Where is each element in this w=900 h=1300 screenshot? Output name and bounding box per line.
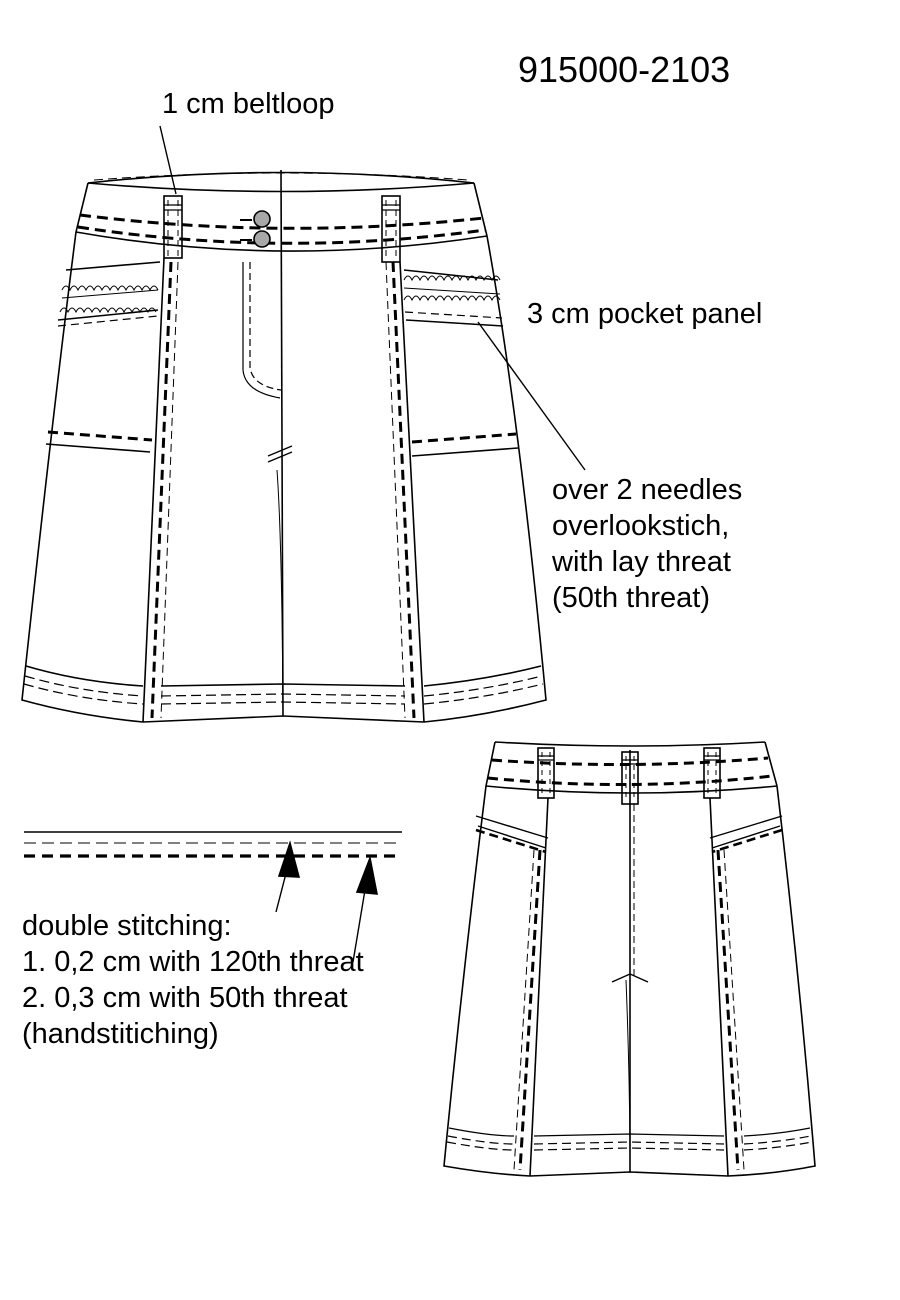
left-pocket-panel	[46, 262, 160, 452]
overlook-line-4: (50th threat)	[552, 582, 710, 614]
overlook-line-3: with lay threat	[552, 546, 731, 578]
overlook-line-1: over 2 needles	[552, 474, 743, 506]
back-waistband	[486, 742, 777, 793]
beltloop-callout: 1 cm beltloop	[162, 88, 335, 120]
double-stitching-title: double stitching:	[22, 910, 232, 942]
front-fly	[243, 262, 280, 398]
beltloop-leader-line	[160, 126, 176, 194]
arrowhead-50th	[357, 858, 377, 894]
style-number: 915000-2103	[518, 49, 731, 90]
double-stitching-note: (handstitiching)	[22, 1018, 219, 1050]
button-bottom	[254, 231, 270, 247]
front-outline	[22, 232, 546, 722]
back-view-shorts	[444, 742, 815, 1176]
front-beltloop-right	[382, 196, 400, 262]
pocket-leader-line	[478, 322, 585, 470]
right-pocket-panel	[404, 270, 518, 456]
button-top	[254, 211, 270, 227]
stitch-legend	[24, 832, 402, 856]
double-stitching-callout	[22, 908, 364, 1052]
arrowhead-120th	[279, 843, 299, 877]
double-stitching-item-2: 2. 0,3 cm with 50th threat	[22, 982, 348, 1014]
pocket-panel-callout: 3 cm pocket panel	[527, 298, 763, 330]
overlook-stitch-callout	[552, 472, 742, 616]
double-stitching-item-1: 1. 0,2 cm with 120th threat	[22, 946, 364, 978]
overlook-line-2: overlookstich,	[552, 510, 730, 542]
front-beltloop-left	[164, 196, 182, 258]
front-view-shorts	[22, 170, 546, 722]
